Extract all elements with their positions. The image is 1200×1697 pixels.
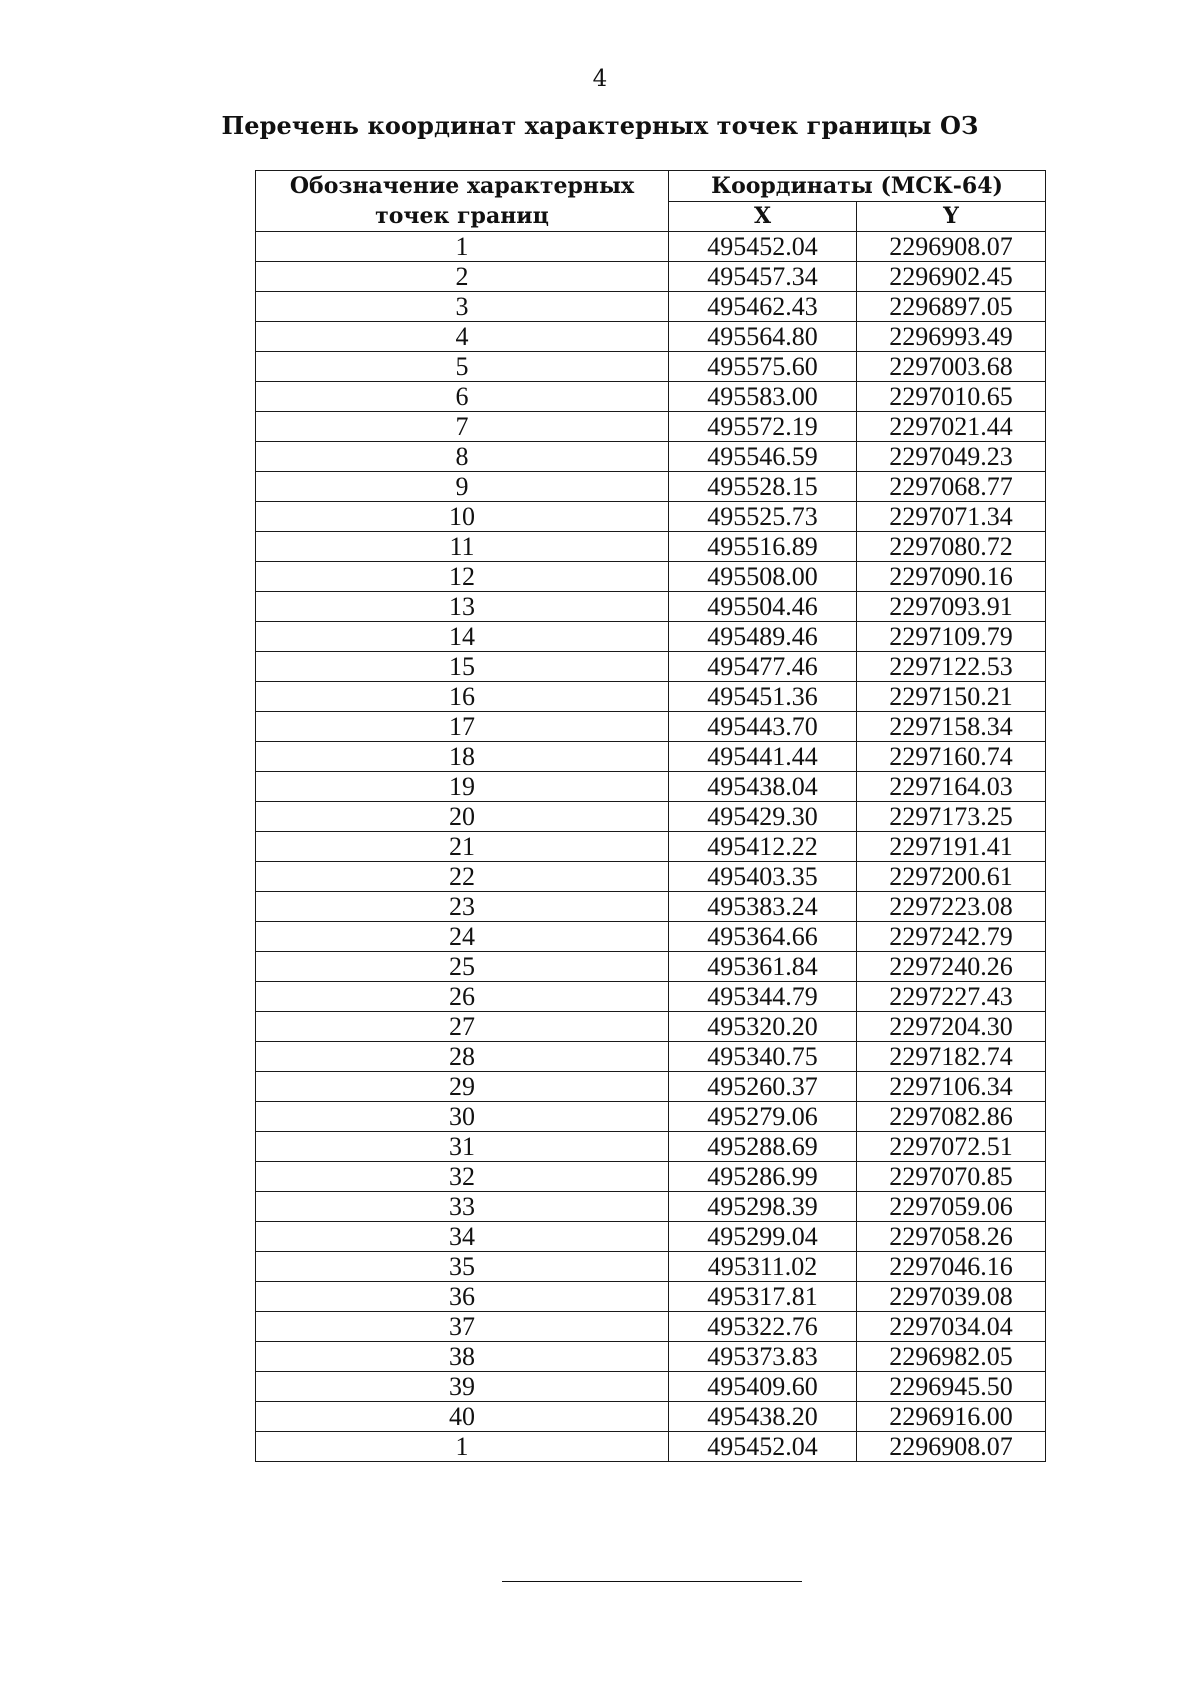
cell-point: 29: [256, 1072, 669, 1102]
cell-point: 26: [256, 982, 669, 1012]
cell-x: 495452.04: [669, 1432, 857, 1462]
cell-y: 2296993.49: [857, 322, 1046, 352]
cell-point: 1: [256, 232, 669, 262]
header-x: X: [669, 201, 857, 232]
table-row: [256, 712, 1046, 742]
cell-x: 495344.79: [669, 982, 857, 1012]
table-header: [256, 171, 1046, 232]
cell-y: 2297049.23: [857, 442, 1046, 472]
cell-x: 495525.73: [669, 502, 857, 532]
table-row: [256, 352, 1046, 382]
cell-point: 23: [256, 892, 669, 922]
cell-x: 495340.75: [669, 1042, 857, 1072]
cell-x: 495477.46: [669, 652, 857, 682]
cell-point: 31: [256, 1132, 669, 1162]
cell-y: 2297109.79: [857, 622, 1046, 652]
cell-x: 495409.60: [669, 1372, 857, 1402]
table-body: [256, 232, 1046, 1462]
table-row: [256, 1282, 1046, 1312]
coordinates-table: [255, 170, 1046, 1462]
cell-y: 2297080.72: [857, 532, 1046, 562]
cell-x: 495564.80: [669, 322, 857, 352]
cell-point: 33: [256, 1192, 669, 1222]
cell-y: 2297200.61: [857, 862, 1046, 892]
cell-x: 495489.46: [669, 622, 857, 652]
cell-point: 30: [256, 1102, 669, 1132]
table-row: [256, 952, 1046, 982]
cell-y: 2297034.04: [857, 1312, 1046, 1342]
table-row: [256, 1252, 1046, 1282]
table-row: [256, 1372, 1046, 1402]
cell-x: 495572.19: [669, 412, 857, 442]
cell-y: 2297093.91: [857, 592, 1046, 622]
table-row: [256, 1342, 1046, 1372]
cell-y: 2297039.08: [857, 1282, 1046, 1312]
cell-point: 19: [256, 772, 669, 802]
cell-point: 39: [256, 1372, 669, 1402]
page-number: 4: [592, 66, 608, 92]
cell-point: 18: [256, 742, 669, 772]
cell-x: 495364.66: [669, 922, 857, 952]
cell-y: 2297070.85: [857, 1162, 1046, 1192]
cell-y: 2297150.21: [857, 682, 1046, 712]
cell-point: 8: [256, 442, 669, 472]
cell-x: 495583.00: [669, 382, 857, 412]
cell-y: 2297160.74: [857, 742, 1046, 772]
table-row: [256, 1132, 1046, 1162]
cell-point: 11: [256, 532, 669, 562]
document-title: Перечень координат характерных точек границы ОЗ: [221, 111, 979, 140]
cell-point: 34: [256, 1222, 669, 1252]
cell-x: 495438.20: [669, 1402, 857, 1432]
table-row: [256, 1192, 1046, 1222]
cell-point: 16: [256, 682, 669, 712]
table-row: [256, 1402, 1046, 1432]
cell-y: 2297242.79: [857, 922, 1046, 952]
cell-x: 495516.89: [669, 532, 857, 562]
cell-point: 27: [256, 1012, 669, 1042]
cell-x: 495462.43: [669, 292, 857, 322]
table-row: [256, 532, 1046, 562]
cell-point: 38: [256, 1342, 669, 1372]
table-row: [256, 382, 1046, 412]
cell-x: 495403.35: [669, 862, 857, 892]
table-row: [256, 1432, 1046, 1462]
cell-x: 495508.00: [669, 562, 857, 592]
cell-point: 25: [256, 952, 669, 982]
cell-y: 2296908.07: [857, 1432, 1046, 1462]
cell-x: 495317.81: [669, 1282, 857, 1312]
cell-x: 495322.76: [669, 1312, 857, 1342]
table-row: [256, 262, 1046, 292]
cell-x: 495546.59: [669, 442, 857, 472]
cell-y: 2297204.30: [857, 1012, 1046, 1042]
table-row: [256, 862, 1046, 892]
table-row: [256, 232, 1046, 262]
cell-x: 495451.36: [669, 682, 857, 712]
table-row: [256, 1042, 1046, 1072]
cell-point: 12: [256, 562, 669, 592]
table-row: [256, 982, 1046, 1012]
cell-y: 2296897.05: [857, 292, 1046, 322]
cell-y: 2297106.34: [857, 1072, 1046, 1102]
cell-x: 495320.20: [669, 1012, 857, 1042]
table-row: [256, 802, 1046, 832]
cell-y: 2297058.26: [857, 1222, 1046, 1252]
cell-y: 2297068.77: [857, 472, 1046, 502]
table-row: [256, 1312, 1046, 1342]
header-y: Y: [857, 201, 1046, 232]
cell-x: 495361.84: [669, 952, 857, 982]
cell-point: 17: [256, 712, 669, 742]
table-row: [256, 652, 1046, 682]
cell-x: 495288.69: [669, 1132, 857, 1162]
cell-x: 495311.02: [669, 1252, 857, 1282]
cell-y: 2297010.65: [857, 382, 1046, 412]
table-row: [256, 502, 1046, 532]
cell-y: 2297072.51: [857, 1132, 1046, 1162]
cell-y: 2297021.44: [857, 412, 1046, 442]
table-row: [256, 292, 1046, 322]
table-row: [256, 1072, 1046, 1102]
cell-y: 2297158.34: [857, 712, 1046, 742]
table-row: [256, 892, 1046, 922]
table-row: [256, 442, 1046, 472]
cell-point: 14: [256, 622, 669, 652]
cell-y: 2297164.03: [857, 772, 1046, 802]
header-point-designation: Обозначение характерных точек границ: [256, 171, 669, 232]
cell-x: 495438.04: [669, 772, 857, 802]
table-row: [256, 622, 1046, 652]
table-row: [256, 322, 1046, 352]
cell-x: 495286.99: [669, 1162, 857, 1192]
table-row: [256, 562, 1046, 592]
cell-x: 495412.22: [669, 832, 857, 862]
table-row: [256, 922, 1046, 952]
cell-point: 5: [256, 352, 669, 382]
cell-point: 37: [256, 1312, 669, 1342]
cell-y: 2297071.34: [857, 502, 1046, 532]
table-row: [256, 742, 1046, 772]
table-row: [256, 1222, 1046, 1252]
cell-point: 21: [256, 832, 669, 862]
cell-point: 3: [256, 292, 669, 322]
cell-y: 2297223.08: [857, 892, 1046, 922]
table-row: [256, 1162, 1046, 1192]
cell-x: 495441.44: [669, 742, 857, 772]
cell-x: 495443.70: [669, 712, 857, 742]
table-row: [256, 832, 1046, 862]
cell-y: 2296908.07: [857, 232, 1046, 262]
cell-x: 495298.39: [669, 1192, 857, 1222]
cell-y: 2297082.86: [857, 1102, 1046, 1132]
header-coordinates: Координаты (МСК-64): [669, 171, 1046, 202]
cell-point: 13: [256, 592, 669, 622]
cell-point: 15: [256, 652, 669, 682]
cell-point: 9: [256, 472, 669, 502]
cell-y: 2297122.53: [857, 652, 1046, 682]
table-row: [256, 1102, 1046, 1132]
cell-x: 495383.24: [669, 892, 857, 922]
cell-y: 2297227.43: [857, 982, 1046, 1012]
cell-point: 22: [256, 862, 669, 892]
cell-point: 36: [256, 1282, 669, 1312]
end-of-document-line: [502, 1581, 802, 1582]
cell-point: 20: [256, 802, 669, 832]
cell-point: 35: [256, 1252, 669, 1282]
cell-point: 4: [256, 322, 669, 352]
cell-point: 28: [256, 1042, 669, 1072]
cell-x: 495299.04: [669, 1222, 857, 1252]
table-row: [256, 592, 1046, 622]
cell-x: 495504.46: [669, 592, 857, 622]
cell-y: 2296916.00: [857, 1402, 1046, 1432]
cell-point: 40: [256, 1402, 669, 1432]
cell-y: 2297059.06: [857, 1192, 1046, 1222]
cell-point: 10: [256, 502, 669, 532]
cell-point: 24: [256, 922, 669, 952]
cell-y: 2297046.16: [857, 1252, 1046, 1282]
cell-y: 2296945.50: [857, 1372, 1046, 1402]
cell-x: 495452.04: [669, 232, 857, 262]
cell-x: 495575.60: [669, 352, 857, 382]
cell-x: 495260.37: [669, 1072, 857, 1102]
table-row: [256, 412, 1046, 442]
cell-point: 7: [256, 412, 669, 442]
table-row: [256, 1012, 1046, 1042]
cell-x: 495279.06: [669, 1102, 857, 1132]
cell-point: 6: [256, 382, 669, 412]
cell-point: 2: [256, 262, 669, 292]
table-row: [256, 772, 1046, 802]
cell-y: 2297090.16: [857, 562, 1046, 592]
cell-x: 495457.34: [669, 262, 857, 292]
cell-y: 2296982.05: [857, 1342, 1046, 1372]
cell-x: 495373.83: [669, 1342, 857, 1372]
cell-y: 2297191.41: [857, 832, 1046, 862]
cell-y: 2297003.68: [857, 352, 1046, 382]
cell-y: 2297173.25: [857, 802, 1046, 832]
cell-point: 32: [256, 1162, 669, 1192]
cell-point: 1: [256, 1432, 669, 1462]
cell-y: 2296902.45: [857, 262, 1046, 292]
cell-y: 2297240.26: [857, 952, 1046, 982]
cell-x: 495429.30: [669, 802, 857, 832]
cell-y: 2297182.74: [857, 1042, 1046, 1072]
cell-x: 495528.15: [669, 472, 857, 502]
table-row: [256, 682, 1046, 712]
table-row: [256, 472, 1046, 502]
